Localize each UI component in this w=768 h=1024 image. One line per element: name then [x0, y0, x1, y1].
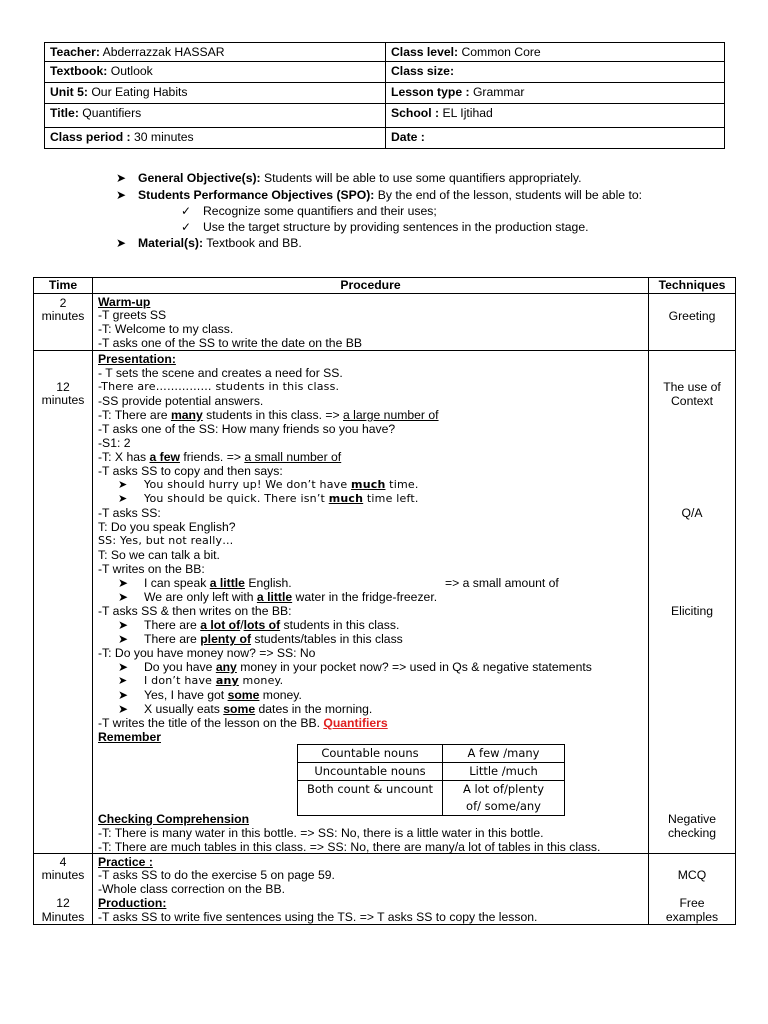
warmup-title: Warm-up [98, 295, 151, 309]
procedure-line: -S1: 2 [98, 436, 131, 450]
technique-label: Q/A [681, 506, 703, 520]
procedure-bullet: ➤ Do you have any money in your pocket now? => used in Qs & negative statements [118, 660, 592, 674]
procedure-table [33, 277, 736, 925]
procedure-bullet: ➤ We are only left with a little water in the fridge-freezer. [118, 590, 438, 604]
procedure-line: -T asks one of the SS to write the date on the BB [98, 336, 362, 350]
header-techniques: Techniques [649, 278, 736, 294]
procedure-line: -T: Welcome to my class. [98, 322, 234, 336]
lesson-title-red: Quantifiers [323, 716, 388, 730]
procedure-line: -T asks SS & then writes on the BB: [98, 604, 292, 618]
time-value: 4 [59, 855, 67, 869]
class-size-cell: Class size: [386, 62, 725, 83]
technique-label: checking [667, 826, 717, 840]
practice-title: Practice : [98, 855, 153, 869]
procedure-bullet: ➤ Yes, I have got some money. [118, 688, 302, 702]
procedure-line: -T asks SS to copy and then says: [98, 464, 283, 478]
warmup-technique [649, 294, 736, 351]
class-period-cell: Class period : 30 minutes [45, 128, 386, 149]
warmup-row [34, 294, 736, 351]
textbook-cell: Textbook: Outlook [45, 62, 386, 83]
table-row [298, 781, 565, 816]
school-cell: School : EL Ijtihad [386, 104, 725, 128]
technique-label: Free [679, 896, 705, 910]
procedure-line: -SS provide potential answers. [98, 394, 264, 408]
procedure-line: -T asks SS to write five sentences using the TS. => T asks SS to copy the lesson. [98, 910, 538, 924]
arrow-bullet-icon: ➤ [118, 632, 129, 646]
rule-quantifiers: A lot of/plenty of/ some/any [443, 781, 565, 816]
arrow-bullet-icon: ➤ [118, 688, 129, 702]
procedure-line: -T writes on the BB: [98, 562, 205, 576]
technique-label: Negative [667, 812, 717, 826]
spo-item: ✓ Recognize some quantifiers and their uses; [181, 204, 437, 218]
technique-label: Eliciting [671, 604, 713, 618]
procedure-bullet: ➤ There are a lot of/lots of students in this class. [118, 618, 400, 632]
technique-label: MCQ [677, 868, 707, 882]
remember-heading: Remember [98, 730, 161, 744]
warmup-time [34, 294, 93, 351]
procedure-line: -T: X has a few friends. => a small number of [98, 450, 342, 464]
practice-row [34, 854, 736, 925]
unit-cell: Unit 5: Our Eating Habits [45, 83, 386, 104]
arrow-bullet-icon: ➤ [118, 576, 129, 590]
arrow-bullet-icon: ➤ [118, 674, 128, 687]
rule-quantifiers: A few /many [443, 745, 565, 763]
practice-time [34, 854, 93, 925]
warmup-procedure [93, 294, 649, 351]
time-unit: minutes [41, 868, 85, 882]
class-level-cell: Class level: Common Core [386, 43, 725, 62]
procedure-bullet: ➤ X usually eats some dates in the morning. [118, 702, 373, 716]
procedure-line: -T writes the title of the lesson on the BB. Quantifiers [98, 716, 388, 730]
arrow-bullet-icon: ➤ [118, 590, 129, 604]
production-title: Production: [98, 896, 167, 910]
procedure-line: -T: There is many water in this bottle. => SS: No, there is a little water in this bottle. [98, 826, 544, 840]
teacher-cell: Teacher: Abderrazzak HASSAR [45, 43, 386, 62]
table-row [298, 745, 565, 763]
rule-noun-type: Uncountable nouns [298, 763, 443, 781]
procedure-line: -T asks one of the SS: How many friends so you have? [98, 422, 396, 436]
materials: ➤ Material(s): Textbook and BB. [116, 236, 302, 250]
technique-label: Context [670, 394, 713, 408]
time-value: 12 [56, 380, 70, 394]
procedure-line: T: So we can talk a bit. [98, 548, 220, 562]
table-row [298, 763, 565, 781]
procedure-line: - T sets the scene and creates a need for SS. [98, 366, 343, 380]
time-value: 12 [56, 896, 70, 910]
spo-objective: ➤ Students Performance Objectives (SPO): By the end of the lesson, students will be able to: [116, 188, 642, 202]
procedure-note: => a small amount of [445, 576, 559, 590]
presentation-techniques [649, 351, 736, 854]
practice-procedure [93, 854, 649, 925]
procedure-bullet: ➤ You should be quick. There isn’t much time left. [118, 492, 419, 505]
practice-techniques [649, 854, 736, 925]
arrow-bullet-icon: ➤ [118, 492, 128, 505]
time-value: 2 [59, 296, 67, 310]
procedure-line: -T asks SS: [98, 506, 161, 520]
lesson-info-table [44, 42, 725, 149]
technique-label: The use of [663, 380, 721, 394]
title-cell: Title: Quantifiers [45, 104, 386, 128]
procedure-line: -There are…………… students in this class. [98, 380, 340, 393]
procedure-line: -T greets SS [98, 308, 167, 322]
presentation-time [34, 351, 93, 854]
procedure-bullet: ➤ You should hurry up! We don’t have much time. [118, 478, 419, 491]
lesson-type-cell: Lesson type : Grammar [386, 83, 725, 104]
rule-noun-type: Both count & uncount [298, 781, 443, 816]
procedure-line: T: Do you speak English? [98, 520, 236, 534]
quantifier-rules-table [297, 744, 565, 816]
arrow-bullet-icon: ➤ [118, 618, 129, 632]
procedure-bullet: ➤ I can speak a little English. [118, 576, 292, 590]
procedure-bullet: ➤ There are plenty of students/tables in this class [118, 632, 403, 646]
rule-quantifiers: Little /much [443, 763, 565, 781]
procedure-line: -T: Do you have money now? => SS: No [98, 646, 316, 660]
procedure-line: -T: There are many students in this class. => a large number of [98, 408, 439, 422]
arrow-bullet-icon: ➤ [116, 171, 127, 185]
date-cell: Date : [386, 128, 725, 149]
time-unit: minutes [41, 309, 85, 323]
check-icon: ✓ [181, 220, 192, 234]
arrow-bullet-icon: ➤ [116, 236, 127, 250]
arrow-bullet-icon: ➤ [118, 478, 128, 491]
time-unit: Minutes [41, 910, 85, 924]
presentation-procedure [93, 351, 649, 854]
procedure-line: SS: Yes, but not really… [98, 534, 234, 547]
procedure-line: -T: There are much tables in this class. => SS: No, there are many/a lot of tables in this class. [98, 840, 601, 854]
presentation-title: Presentation: [98, 352, 176, 366]
time-unit: minutes [41, 393, 85, 407]
procedure-line: -Whole class correction on the BB. [98, 882, 285, 896]
procedure-line: -T asks SS to do the exercise 5 on page 59. [98, 868, 335, 882]
spo-item: ✓ Use the target structure by providing sentences in the production stage. [181, 220, 589, 234]
technique-label: Greeting [668, 309, 716, 323]
procedure-bullet: ➤ I don’t have any money. [118, 674, 284, 687]
header-procedure: Procedure [93, 278, 649, 294]
general-objective: ➤ General Objective(s): Students will be able to use some quantifiers appropriately. [116, 171, 582, 185]
table-header-row [34, 278, 736, 294]
header-time: Time [34, 278, 93, 294]
arrow-bullet-icon: ➤ [118, 660, 129, 674]
check-icon: ✓ [181, 204, 192, 218]
technique-label: examples [665, 910, 719, 924]
rule-noun-type: Countable nouns [298, 745, 443, 763]
arrow-bullet-icon: ➤ [116, 188, 127, 202]
checking-heading: Checking Comprehension [98, 812, 250, 826]
presentation-row [34, 351, 736, 854]
arrow-bullet-icon: ➤ [118, 702, 129, 716]
